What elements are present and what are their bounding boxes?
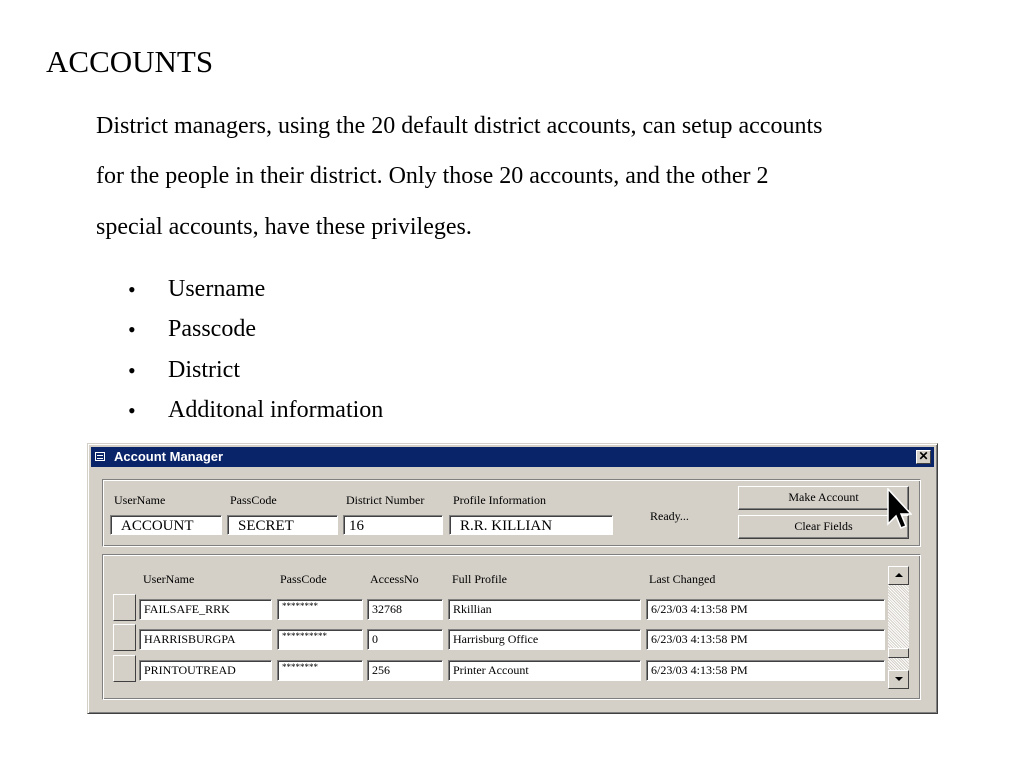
bullet-text: Passcode xyxy=(168,316,256,342)
cell-passcode[interactable]: ********** xyxy=(277,629,363,650)
cell-full-profile[interactable]: Rkillian xyxy=(448,599,641,620)
slide-title: ACCOUNTS xyxy=(46,44,214,79)
row-selector[interactable] xyxy=(113,655,136,682)
scroll-down-button[interactable] xyxy=(888,670,909,689)
bullet-text: Additonal information xyxy=(168,397,384,423)
status-text: Ready... xyxy=(650,509,689,523)
district-number-field[interactable]: 16 xyxy=(343,515,443,535)
column-header-full-profile[interactable]: Full Profile xyxy=(452,572,508,586)
cell-last-changed[interactable]: 6/23/03 4:13:58 PM xyxy=(646,599,885,620)
column-header-accessno[interactable]: AccessNo xyxy=(370,572,419,586)
close-button[interactable] xyxy=(916,450,931,464)
cell-passcode[interactable]: ******** xyxy=(277,599,363,620)
window-title: Account Manager xyxy=(114,449,224,464)
bullet-text: District xyxy=(168,357,240,383)
window-titlebar[interactable] xyxy=(91,447,934,467)
bullet-dot: • xyxy=(128,398,136,423)
cell-full-profile[interactable]: Printer Account xyxy=(448,660,641,681)
column-header-passcode[interactable]: PassCode xyxy=(280,572,327,586)
profile-information-field[interactable]: R.R. KILLIAN xyxy=(449,515,613,535)
row-selector[interactable] xyxy=(113,624,136,651)
cell-passcode[interactable]: ******** xyxy=(277,660,363,681)
scroll-up-button[interactable] xyxy=(888,566,909,585)
grid-scrollbar[interactable] xyxy=(888,566,909,689)
cell-last-changed[interactable]: 6/23/03 4:13:58 PM xyxy=(646,629,885,650)
column-header-username[interactable]: UserName xyxy=(143,572,195,586)
username-field[interactable]: ACCOUNT xyxy=(110,515,222,535)
arrow-up-icon xyxy=(895,573,903,577)
close-icon: ✕ xyxy=(918,449,929,463)
cell-accessno[interactable]: 0 xyxy=(367,629,443,650)
clear-fields-button[interactable]: Clear Fields xyxy=(738,515,909,539)
username-label: UserName xyxy=(114,493,166,507)
district-number-label: District Number xyxy=(346,493,425,507)
bullet-dot: • xyxy=(128,317,136,342)
arrow-down-icon xyxy=(895,677,903,681)
cell-username[interactable]: PRINTOUTREAD xyxy=(139,660,272,681)
bullet-dot: • xyxy=(128,277,136,302)
cell-full-profile[interactable]: Harrisburg Office xyxy=(448,629,641,650)
cell-username[interactable]: FAILSAFE_RRK xyxy=(139,599,272,620)
cell-username[interactable]: HARRISBURGPA xyxy=(139,629,272,650)
paragraph-line-3: special accounts, have these privileges. xyxy=(96,214,472,240)
make-account-button[interactable]: Make Account xyxy=(738,486,909,510)
passcode-label: PassCode xyxy=(230,493,277,507)
row-selector[interactable] xyxy=(113,594,136,621)
scroll-thumb[interactable] xyxy=(888,648,909,658)
cell-accessno[interactable]: 32768 xyxy=(367,599,443,620)
cell-accessno[interactable]: 256 xyxy=(367,660,443,681)
column-header-last-changed[interactable]: Last Changed xyxy=(649,572,716,586)
paragraph-line-2: for the people in their district. Only those 20 accounts, and the other 2 xyxy=(96,163,769,189)
bullet-dot: • xyxy=(128,358,136,383)
bullet-text: Username xyxy=(168,276,266,302)
profile-information-label: Profile Information xyxy=(453,493,546,507)
form-icon xyxy=(95,452,105,461)
paragraph-line-1: District managers, using the 20 default district accounts, can setup accounts xyxy=(96,113,823,139)
passcode-field[interactable]: SECRET xyxy=(227,515,338,535)
cell-last-changed[interactable]: 6/23/03 4:13:58 PM xyxy=(646,660,885,681)
mouse-cursor-icon xyxy=(886,488,912,530)
